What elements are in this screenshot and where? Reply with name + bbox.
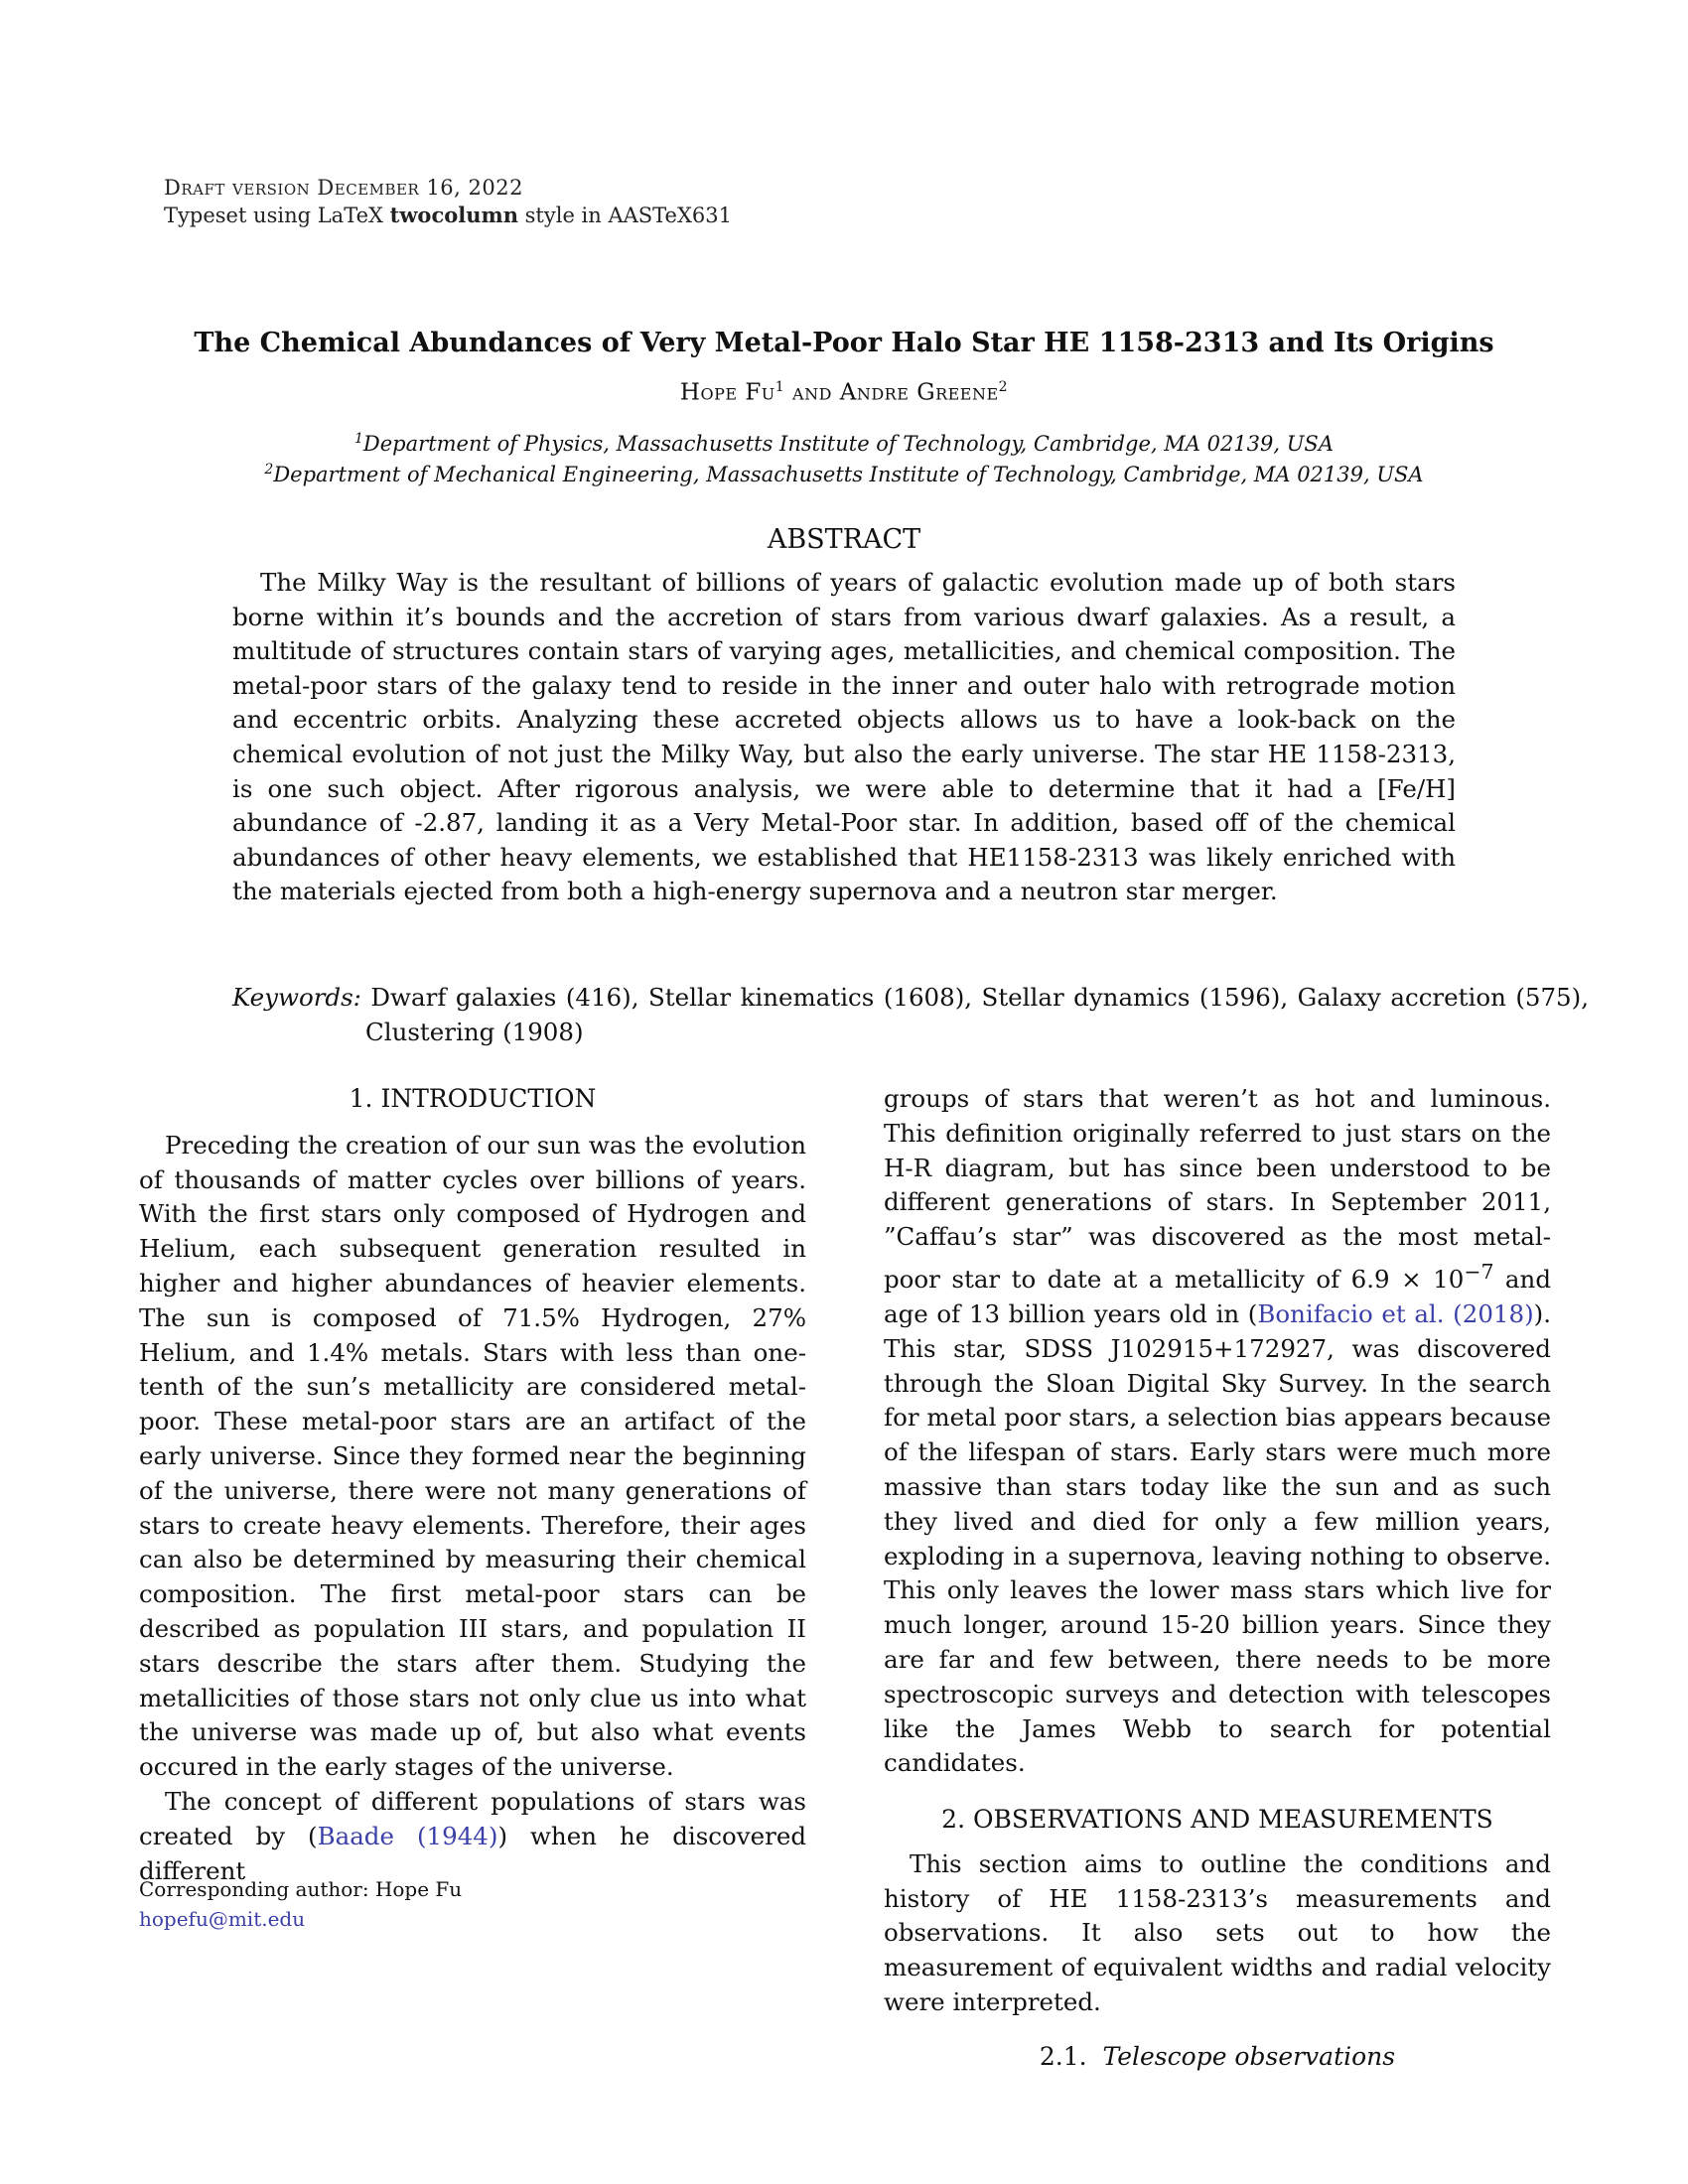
draft-line: Draft version December 16, 2022 bbox=[164, 176, 523, 200]
subsection-heading bbox=[884, 2040, 1551, 2075]
paragraph-text: ) when he discovered different bbox=[139, 1821, 807, 1885]
left-column bbox=[139, 1082, 806, 1888]
paragraph bbox=[139, 1785, 806, 1888]
paragraph-text: The concept of different populations of stars was created by ( bbox=[139, 1786, 806, 1850]
subsection-title: Telescope observations bbox=[1102, 2041, 1396, 2071]
paragraph: Preceding the creation of our sun was the evolution of thousands of matter cycles over billions of years. With the first stars only composed of Hydrogen and Helium, each subsequent generation resulted in higher and higher abundances of heavier elements. The sun is composed of 71.5% Hydrogen, 27% Helium, and 1.4% metals. Stars with less than one-tenth of the sun’s metallicity are considered metal-poor. These metal-poor stars are an artifact of the early universe. Since they formed near the beginning of the universe, there were not many generations of stars to create heavy elements. Therefore, their ages can also be determined by measuring their chemical composition. The first metal-poor stars can be described as population III stars, and population II stars describe the stars after them. Studying the metallicities of those stars not only clue us into what the universe was made up of, but also what events occured in the early stages of the universe. bbox=[139, 1130, 806, 1782]
affiliation-mark: 2 bbox=[264, 462, 274, 478]
paragraph-text: ). This star, SDSS J102915+172927, was discovered through the Sloan Digital Sky Survey. In the search for metal poor stars, a selection bias appears because of the lifespan of stars. Early stars were much more massive than stars today like the sun and as such they lived and died for only a few million years, exploding in a supernova, leaving nothing to observe. This only leaves the lower mass stars which live for much longer, around 15-20 billion years. Since they are far and few between, there needs to be more spectroscopic surveys and detection with telescopes like the James Webb to search for potential candidates. bbox=[884, 1298, 1551, 1778]
author-name: Hope Fu bbox=[679, 379, 775, 406]
abstract-text: The Milky Way is the resultant of billions of years of galactic evolution made up of both stars borne within it’s bounds and the accretion of stars from various dwarf galaxies. As a result, a multitude of structures contain stars of varying ages, metallicities, and chemical composition. The metal-poor stars of the galaxy tend to reside in the inner and outer halo with retrograde motion and eccentric orbits. Analyzing these accreted objects allows us to have a look-back on the chemical evolution of not just the Milky Way, but also the early universe. The star HE 1158-2313, is one such object. After rigorous analysis, we were able to determine that it had a [Fe/H] abundance of -2.87, landing it as a Very Metal-Poor star. In addition, based off of the chemical abundances of other heavy elements, we established that HE1158-2313 was likely enriched with the materials ejected from both a high-energy supernova and a neutron star merger. bbox=[232, 568, 1456, 906]
paper-title: The Chemical Abundances of Very Metal-Poor Halo Star HE 1158-2313 and Its Origins bbox=[194, 328, 1494, 358]
typeset-prefix: Typeset using bbox=[164, 204, 318, 227]
keywords bbox=[232, 981, 1589, 1049]
keywords-text: Dwarf galaxies (416), Stellar kinematics (1608), Stellar dynamics (1596), Galaxy accretion (575), Clustering (1908) bbox=[360, 983, 1589, 1046]
section-heading: 1. INTRODUCTION bbox=[349, 1084, 597, 1113]
author-email-link[interactable]: hopefu@mit.edu bbox=[139, 1907, 306, 1931]
typeset-style: twocolumn bbox=[389, 203, 518, 227]
affiliation-mark: 1 bbox=[774, 379, 785, 395]
abstract-heading: ABSTRACT bbox=[767, 524, 921, 555]
affiliation bbox=[139, 462, 1549, 486]
paragraph-text: groups of stars that weren’t as hot and luminous. This definition originally referred to just stars on the H-R diagram, but has since been understood to be different generations of stars. In September 2011, ”Caffau’s star” was discovered as the most metal-poor star to date at a metallicity of 6.9 × 10 bbox=[884, 1084, 1551, 1295]
affiliation-text: Department of Mechanical Engineering, Massachusetts Institute of Technology, Cambridge, MA 02139, USA bbox=[273, 463, 1424, 486]
typeset-line bbox=[164, 202, 732, 229]
latex-logo: LaTeX bbox=[317, 204, 383, 227]
typeset-suffix: style in AASTeX631 bbox=[517, 204, 733, 227]
exponent: −7 bbox=[1464, 1259, 1494, 1284]
citation-link[interactable]: Bonifacio et al. (2018) bbox=[1257, 1298, 1534, 1328]
author-name: Andre Greene bbox=[839, 379, 999, 406]
subsection-number: 2.1. bbox=[1039, 2041, 1087, 2071]
affiliation-text: Department of Physics, Massachusetts Institute of Technology, Cambridge, MA 02139, USA bbox=[362, 432, 1334, 456]
paragraph-text: and age of 13 billion years old in ( bbox=[884, 1265, 1552, 1328]
keywords-label: Keywords: bbox=[232, 983, 361, 1012]
citation-link[interactable]: Baade (1944) bbox=[317, 1821, 498, 1850]
section-heading: 2. OBSERVATIONS AND MEASUREMENTS bbox=[941, 1805, 1493, 1835]
author-list bbox=[139, 379, 1549, 406]
right-column bbox=[884, 1082, 1551, 2075]
affiliation-mark: 1 bbox=[354, 431, 363, 447]
corresponding-author: Corresponding author: Hope Fu bbox=[139, 1877, 463, 1901]
paragraph bbox=[884, 1082, 1551, 1781]
footnote bbox=[139, 1874, 462, 1934]
draft-header bbox=[164, 175, 732, 229]
affiliation bbox=[139, 431, 1549, 456]
author-conjunction: and bbox=[784, 379, 840, 406]
affiliation-mark: 2 bbox=[998, 379, 1009, 395]
paragraph: This section aims to outline the conditions and history of HE 1158-2313’s measurements and observations. It also sets out to how the measurement of equivalent widths and radial velocity were interpreted. bbox=[884, 1848, 1551, 2017]
